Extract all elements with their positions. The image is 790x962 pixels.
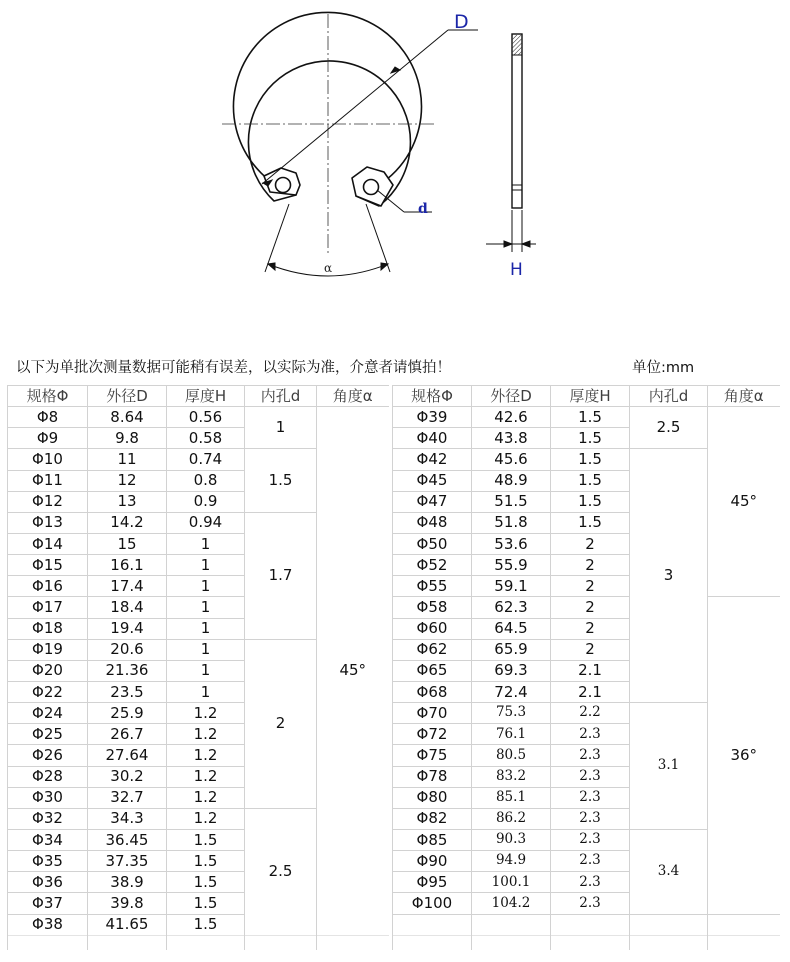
label-diameter-D: D — [454, 11, 469, 33]
hole-header: 内孔d — [245, 386, 317, 407]
spec-header: 规格Φ — [393, 386, 472, 407]
spec-cell: Φ95 — [393, 872, 472, 893]
outer-diameter-cell: 72.4 — [472, 681, 551, 702]
thickness-cell: 2 — [551, 597, 630, 618]
thickness-cell: 1.2 — [167, 766, 245, 787]
outer-diameter-cell: 8.64 — [88, 407, 167, 428]
outer-diameter-cell: 42.6 — [472, 407, 551, 428]
outer-diameter-cell: 18.4 — [88, 597, 167, 618]
spec-header: 规格Φ — [8, 386, 88, 407]
hole-diameter-cell: 3 — [630, 449, 708, 703]
spec-cell: Φ34 — [8, 829, 88, 850]
spec-cell: Φ20 — [8, 660, 88, 681]
thickness-cell: 2.3 — [551, 872, 630, 893]
thickness-cell: 2.3 — [551, 893, 630, 914]
spec-cell: Φ24 — [8, 703, 88, 724]
diameter-leader — [262, 30, 478, 186]
outer-diameter-cell: 64.5 — [472, 618, 551, 639]
outer-diameter-cell: 94.9 — [472, 851, 551, 872]
empty-row — [393, 914, 780, 935]
spec-cell: Φ47 — [393, 491, 472, 512]
spec-cell: Φ16 — [8, 576, 88, 597]
outer-diameter-cell: 69.3 — [472, 660, 551, 681]
thickness-cell: 1.5 — [551, 407, 630, 428]
hole-diameter-cell: 1 — [245, 407, 317, 449]
outer-diameter-cell: 37.35 — [88, 851, 167, 872]
thickness-cell: 2.3 — [551, 766, 630, 787]
thickness-cell: 1.2 — [167, 808, 245, 829]
circlip-drawing — [0, 0, 790, 300]
angle-header: 角度α — [708, 386, 780, 407]
outer-diameter-cell: 30.2 — [88, 766, 167, 787]
thickness-cell: 2.3 — [551, 745, 630, 766]
spec-cell: Φ48 — [393, 512, 472, 533]
outer-diameter-cell: 53.6 — [472, 533, 551, 554]
outer-diameter-cell: 11 — [88, 449, 167, 470]
outer-diameter-cell: 38.9 — [88, 872, 167, 893]
spec-cell: Φ25 — [8, 724, 88, 745]
outer-diameter-cell: 100.1 — [472, 872, 551, 893]
hole-diameter-cell: 3.4 — [630, 829, 708, 914]
spec-cell: Φ55 — [393, 576, 472, 597]
spec-cell: Φ78 — [393, 766, 472, 787]
spec-cell: Φ40 — [393, 428, 472, 449]
outer-diameter-cell: 12 — [88, 470, 167, 491]
outer-diameter-cell: 62.3 — [472, 597, 551, 618]
spec-cell: Φ19 — [8, 639, 88, 660]
spec-cell: Φ65 — [393, 660, 472, 681]
outer-diameter-cell: 65.9 — [472, 639, 551, 660]
thickness-cell: 2.3 — [551, 787, 630, 808]
spec-cell: Φ30 — [8, 787, 88, 808]
angle-header: 角度α — [317, 386, 389, 407]
angle-cell: 45° — [317, 407, 389, 936]
measurement-note: 以下为单批次测量数据可能稍有误差，以实际为准，介意者请慎拍！ — [16, 360, 451, 376]
thickness-cell: 1 — [167, 660, 245, 681]
spec-cell: Φ68 — [393, 681, 472, 702]
outer-diameter-cell: 90.3 — [472, 829, 551, 850]
thickness-cell: 2 — [551, 639, 630, 660]
thickness-cell: 2 — [551, 618, 630, 639]
thickness-cell: 1.2 — [167, 724, 245, 745]
outer-diameter-cell: 27.64 — [88, 745, 167, 766]
outer-diameter-cell: 41.65 — [88, 914, 167, 935]
spec-cell: Φ9 — [8, 428, 88, 449]
outer-diameter-cell: 51.8 — [472, 512, 551, 533]
spec-cell: Φ32 — [8, 808, 88, 829]
spec-cell: Φ37 — [8, 893, 88, 914]
spec-cell: Φ26 — [8, 745, 88, 766]
spec-cell: Φ72 — [393, 724, 472, 745]
spec-table-right — [392, 385, 780, 950]
thickness-cell: 2 — [551, 533, 630, 554]
outer-diameter-cell: 83.2 — [472, 766, 551, 787]
thickness-cell: 2.1 — [551, 681, 630, 702]
thickness-cell: 1.5 — [167, 851, 245, 872]
thickness-cell: 2 — [551, 576, 630, 597]
header-row — [393, 386, 780, 407]
table-row — [393, 597, 780, 618]
outer-diameter-cell: 20.6 — [88, 639, 167, 660]
spec-cell: Φ22 — [8, 681, 88, 702]
spec-cell: Φ60 — [393, 618, 472, 639]
spec-cell: Φ50 — [393, 533, 472, 554]
outer-diameter-cell: 36.45 — [88, 829, 167, 850]
hole-header: 内孔d — [630, 386, 708, 407]
thickness-cell: 1.5 — [167, 914, 245, 935]
header-row — [8, 386, 389, 407]
thickness-cell: 2.3 — [551, 724, 630, 745]
outer-diameter-cell: 39.8 — [88, 893, 167, 914]
thickness-cell: 1.5 — [551, 470, 630, 491]
outer-diameter-cell: 45.6 — [472, 449, 551, 470]
thickness-cell: 0.9 — [167, 491, 245, 512]
hole-diameter-cell: 1.7 — [245, 512, 317, 639]
thickness-cell: 1 — [167, 533, 245, 554]
spec-cell: Φ58 — [393, 597, 472, 618]
outer-diameter-cell: 76.1 — [472, 724, 551, 745]
table-row — [393, 407, 780, 428]
outer-diameter-cell: 43.8 — [472, 428, 551, 449]
table-end — [8, 935, 389, 950]
outer-diameter-cell: 80.5 — [472, 745, 551, 766]
spec-cell: Φ62 — [393, 639, 472, 660]
outer-diameter-cell: 51.5 — [472, 491, 551, 512]
spec-cell: Φ13 — [8, 512, 88, 533]
outer-diameter-cell: 75.3 — [472, 703, 551, 724]
angle-cell: 36° — [708, 597, 780, 914]
thickness-cell: 1.5 — [551, 449, 630, 470]
spec-cell: Φ8 — [8, 407, 88, 428]
thickness-cell: 1.2 — [167, 745, 245, 766]
thickness-header: 厚度H — [551, 386, 630, 407]
outer-diameter-cell: 104.2 — [472, 893, 551, 914]
thickness-cell: 1 — [167, 576, 245, 597]
spec-table-left — [7, 385, 389, 950]
outer-diameter-cell: 17.4 — [88, 576, 167, 597]
outer-diameter-cell: 85.1 — [472, 787, 551, 808]
label-hole-d: d — [418, 201, 428, 217]
outer-diameter-cell: 25.9 — [88, 703, 167, 724]
thickness-header: 厚度H — [167, 386, 245, 407]
hole-diameter-cell: 2 — [245, 639, 317, 808]
center-lines — [222, 14, 436, 254]
thickness-cell: 0.74 — [167, 449, 245, 470]
outer-diameter-cell: 19.4 — [88, 618, 167, 639]
thickness-cell: 1.5 — [167, 872, 245, 893]
thickness-cell: 1 — [167, 639, 245, 660]
spec-cell: Φ42 — [393, 449, 472, 470]
thickness-cell: 1.5 — [551, 512, 630, 533]
spec-cell: Φ75 — [393, 745, 472, 766]
outer-diameter-cell: 23.5 — [88, 681, 167, 702]
spec-cell: Φ28 — [8, 766, 88, 787]
spec-cell: Φ45 — [393, 470, 472, 491]
thickness-cell: 0.94 — [167, 512, 245, 533]
spec-cell: Φ12 — [8, 491, 88, 512]
spec-cell: Φ17 — [8, 597, 88, 618]
outer-diameter-cell: 59.1 — [472, 576, 551, 597]
spec-cell: Φ39 — [393, 407, 472, 428]
ring-front-view — [233, 12, 421, 206]
spec-cell: Φ82 — [393, 808, 472, 829]
thickness-cell: 1 — [167, 681, 245, 702]
thickness-cell: 2.3 — [551, 851, 630, 872]
outer-diameter-cell: 15 — [88, 533, 167, 554]
thickness-cell: 2.3 — [551, 829, 630, 850]
thickness-cell: 2.1 — [551, 660, 630, 681]
thickness-cell: 2.3 — [551, 808, 630, 829]
spec-cell: Φ15 — [8, 555, 88, 576]
angle-cell: 45° — [708, 407, 780, 597]
hole-diameter-cell: 2.5 — [630, 407, 708, 449]
spec-cell: Φ10 — [8, 449, 88, 470]
thickness-cell: 1.2 — [167, 787, 245, 808]
ring-side-view — [512, 34, 522, 208]
outer-diameter-header: 外径D — [472, 386, 551, 407]
spec-cell: Φ36 — [8, 872, 88, 893]
outer-diameter-cell: 9.8 — [88, 428, 167, 449]
thickness-cell: 0.58 — [167, 428, 245, 449]
outer-diameter-cell: 16.1 — [88, 555, 167, 576]
hole-diameter-cell: 3.1 — [630, 703, 708, 830]
thickness-cell: 1.2 — [167, 703, 245, 724]
thickness-cell: 1.5 — [167, 829, 245, 850]
outer-diameter-cell: 86.2 — [472, 808, 551, 829]
table-row — [8, 407, 389, 428]
spec-cell: Φ80 — [393, 787, 472, 808]
spec-cell: Φ38 — [8, 914, 88, 935]
thickness-cell: 1.5 — [551, 428, 630, 449]
thickness-cell: 1.5 — [167, 893, 245, 914]
unit-note: 单位:mm — [632, 360, 695, 376]
spec-cell: Φ35 — [8, 851, 88, 872]
spec-cell: Φ11 — [8, 470, 88, 491]
outer-diameter-cell: 26.7 — [88, 724, 167, 745]
label-thickness-H: H — [510, 260, 523, 280]
hole-diameter-cell: 1.5 — [245, 449, 317, 512]
label-angle-alpha: α — [324, 261, 333, 275]
outer-diameter-cell: 32.7 — [88, 787, 167, 808]
spec-cell: Φ52 — [393, 555, 472, 576]
thickness-dimension — [486, 210, 536, 252]
hole-diameter-cell: 2.5 — [245, 808, 317, 935]
spec-cell: Φ100 — [393, 893, 472, 914]
outer-diameter-cell: 14.2 — [88, 512, 167, 533]
outer-diameter-cell: 55.9 — [472, 555, 551, 576]
thickness-cell: 1 — [167, 555, 245, 576]
spec-cell: Φ14 — [8, 533, 88, 554]
outer-diameter-cell: 34.3 — [88, 808, 167, 829]
outer-diameter-cell: 21.36 — [88, 660, 167, 681]
outer-diameter-header: 外径D — [88, 386, 167, 407]
thickness-cell: 1 — [167, 597, 245, 618]
thickness-cell: 0.56 — [167, 407, 245, 428]
spec-cell: Φ70 — [393, 703, 472, 724]
thickness-cell: 1 — [167, 618, 245, 639]
thickness-cell: 2.2 — [551, 703, 630, 724]
outer-diameter-cell: 13 — [88, 491, 167, 512]
spec-cell: Φ85 — [393, 829, 472, 850]
outer-diameter-cell: 48.9 — [472, 470, 551, 491]
thickness-cell: 1.5 — [551, 491, 630, 512]
spec-cell: Φ18 — [8, 618, 88, 639]
table-end — [393, 935, 780, 950]
thickness-cell: 2 — [551, 555, 630, 576]
thickness-cell: 0.8 — [167, 470, 245, 491]
spec-cell: Φ90 — [393, 851, 472, 872]
